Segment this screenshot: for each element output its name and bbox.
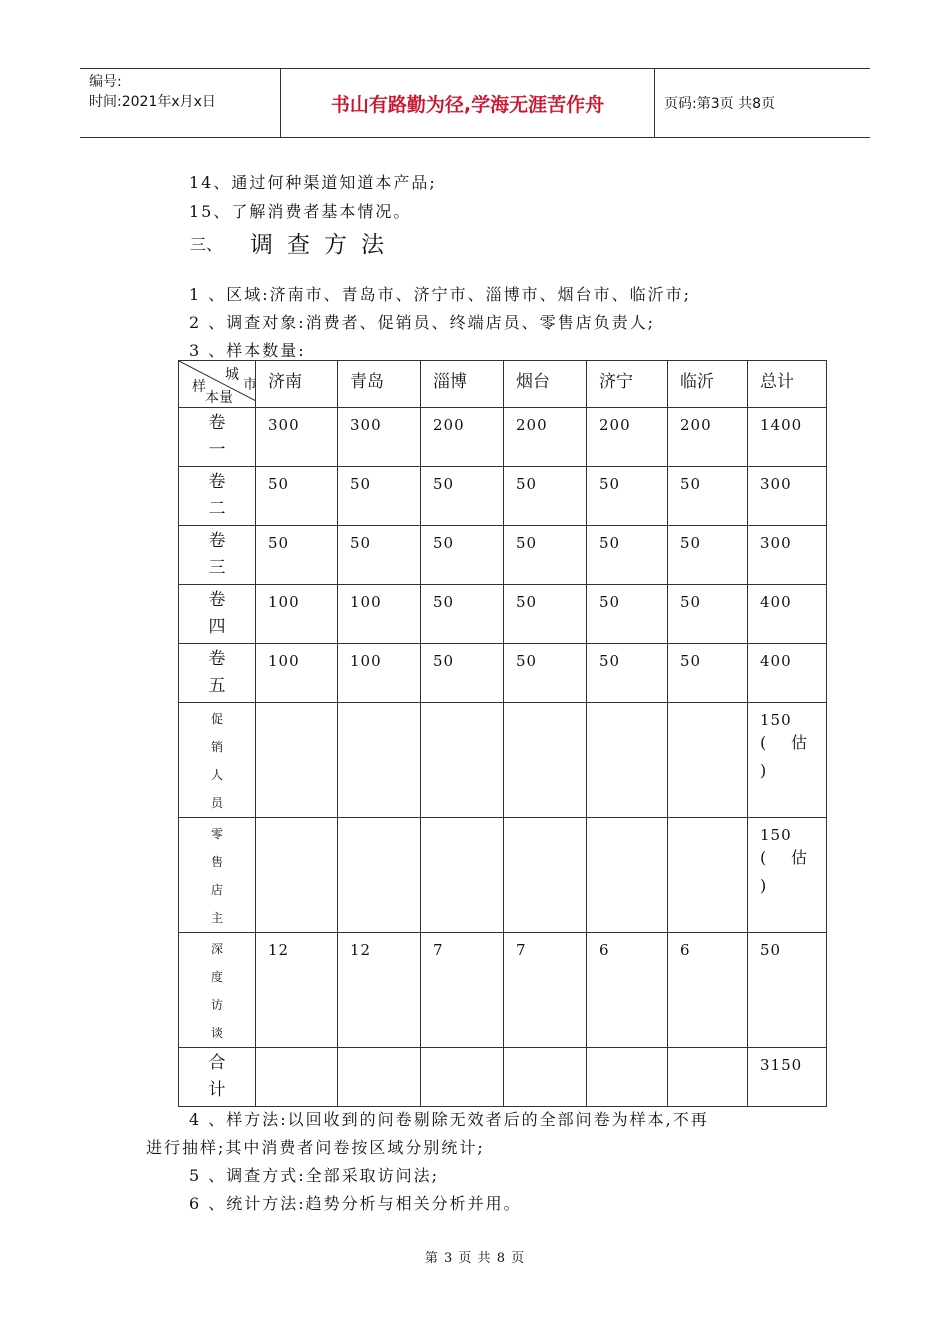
table-cell <box>668 1048 748 1107</box>
row-label-char: 计 <box>208 1080 226 1100</box>
row-label-char: 人 <box>210 768 223 782</box>
cell-value: 7 <box>516 941 527 959</box>
method-line-5: 5 、调查方式:全部采取访问法; <box>189 1166 440 1185</box>
table-cell <box>587 467 668 526</box>
row-label <box>179 408 256 467</box>
row-label <box>179 703 256 818</box>
sample-table <box>178 360 827 1107</box>
table-cell <box>338 585 421 644</box>
cell-value: 200 <box>516 416 548 434</box>
table-cell <box>338 526 421 585</box>
row-label-char: 售 <box>210 855 223 869</box>
corner-city-1: 城 <box>225 367 239 383</box>
table-cell <box>421 703 504 818</box>
item-15: 15、了解消费者基本情况。 <box>189 202 412 221</box>
table-cell <box>504 933 587 1048</box>
page-header <box>80 68 870 138</box>
table-cell <box>748 933 827 1048</box>
method-line-6: 6 、统计方法:趋势分析与相关分析并用。 <box>189 1194 522 1213</box>
table-cell <box>421 408 504 467</box>
cell-value: 300 <box>760 534 792 552</box>
table-cell <box>668 644 748 703</box>
method-line-1: 1 、区域:济南市、青岛市、济宁市、淄博市、烟台市、临沂市; <box>189 285 692 304</box>
cell-value: 50 <box>433 475 455 493</box>
method-line-3: 3 、样本数量: <box>189 341 306 360</box>
table-body <box>179 408 827 1107</box>
row-label <box>179 933 256 1048</box>
note-text: 估 <box>790 733 808 752</box>
table-cell <box>256 585 338 644</box>
row-label-char: 四 <box>208 617 226 637</box>
table-cell <box>587 585 668 644</box>
column-header: 临沂 <box>668 361 748 408</box>
table-cell <box>338 1048 421 1107</box>
row-label-char: 合 <box>208 1053 226 1073</box>
table-cell <box>256 467 338 526</box>
table-cell <box>748 644 827 703</box>
table-cell <box>668 526 748 585</box>
table-cell <box>748 1048 827 1107</box>
table-cell <box>256 933 338 1048</box>
row-label-char: 卷 <box>208 413 226 433</box>
table-cell <box>668 408 748 467</box>
corner-sample-2: 本量 <box>205 390 233 406</box>
page-footer: 第 3 页 共 8 页 <box>424 1251 526 1266</box>
table-row <box>179 467 827 526</box>
table-cell <box>587 933 668 1048</box>
corner-city-2: 市 <box>243 377 257 393</box>
row-label-char: 谈 <box>210 1026 223 1040</box>
table-row <box>179 585 827 644</box>
cell-value: 50 <box>599 593 621 611</box>
table-cell <box>504 703 587 818</box>
cell-value: 100 <box>350 652 382 670</box>
estimate-note <box>760 844 826 900</box>
number-label: 编号: <box>89 74 122 90</box>
cell-value: 50 <box>680 652 702 670</box>
table-cell <box>587 818 668 933</box>
note-close-paren: ) <box>760 761 768 780</box>
table-cell <box>504 818 587 933</box>
cell-value: 50 <box>599 534 621 552</box>
header-meta <box>80 69 281 137</box>
cell-value: 50 <box>433 534 455 552</box>
row-label-char: 五 <box>208 676 226 696</box>
note-text: 估 <box>790 848 808 867</box>
table-row <box>179 526 827 585</box>
table-cell <box>421 644 504 703</box>
table-cell <box>668 585 748 644</box>
method-line-4-cont: 进行抽样;其中消费者问卷按区域分别统计; <box>146 1138 485 1157</box>
table-cell <box>504 526 587 585</box>
table-cell <box>338 408 421 467</box>
table-cell <box>668 467 748 526</box>
cell-value: 50 <box>516 475 538 493</box>
table-cell <box>504 467 587 526</box>
table-cell <box>338 644 421 703</box>
row-label-char: 卷 <box>208 472 226 492</box>
row-label-char: 销 <box>210 740 223 754</box>
table-row <box>179 703 827 818</box>
note-close-paren: ) <box>760 876 768 895</box>
table-cell <box>338 703 421 818</box>
row-label <box>179 526 256 585</box>
table-row <box>179 1048 827 1107</box>
row-label-char: 店 <box>210 883 223 897</box>
cell-value: 50 <box>350 534 372 552</box>
header-motto: 书山有路勤为径,学海无涯苦作舟 <box>281 69 655 137</box>
cell-value: 400 <box>760 593 792 611</box>
corner-sample-1: 样 <box>192 379 206 395</box>
section-heading <box>190 232 398 258</box>
item-14: 14、通过何种渠道知道本产品; <box>189 173 437 192</box>
row-label-char: 二 <box>208 499 226 519</box>
row-label-char: 零 <box>210 827 223 841</box>
table-cell <box>421 933 504 1048</box>
table-cell <box>668 703 748 818</box>
cell-value: 3150 <box>760 1056 803 1074</box>
cell-value: 50 <box>599 652 621 670</box>
table-header-row <box>179 361 827 408</box>
cell-value: 100 <box>268 593 300 611</box>
table-cell <box>256 818 338 933</box>
table-cell <box>587 1048 668 1107</box>
table-cell <box>587 703 668 818</box>
cell-value: 6 <box>599 941 610 959</box>
table-cell <box>748 526 827 585</box>
cell-value: 50 <box>760 941 782 959</box>
table-cell <box>421 467 504 526</box>
cell-value: 200 <box>680 416 712 434</box>
table-cell <box>338 467 421 526</box>
table-cell <box>587 644 668 703</box>
row-label <box>179 467 256 526</box>
time-label: 时间:2021年x月x日 <box>89 94 216 110</box>
row-label-char: 主 <box>210 911 223 925</box>
cell-value: 50 <box>680 593 702 611</box>
estimate-note <box>760 729 826 785</box>
table-cell <box>668 818 748 933</box>
corner-cell <box>179 361 256 408</box>
row-label <box>179 818 256 933</box>
cell-value: 50 <box>680 534 702 552</box>
cell-value: 50 <box>433 652 455 670</box>
cell-value: 100 <box>350 593 382 611</box>
cell-value: 300 <box>760 475 792 493</box>
section-number: 三、 <box>190 235 223 254</box>
table-cell <box>256 1048 338 1107</box>
table-row <box>179 644 827 703</box>
cell-value: 200 <box>433 416 465 434</box>
cell-value: 150 <box>760 711 792 729</box>
row-label-char: 一 <box>208 440 226 460</box>
cell-value: 12 <box>350 941 372 959</box>
column-header: 淄博 <box>421 361 504 408</box>
row-label <box>179 1048 256 1107</box>
table-row <box>179 408 827 467</box>
table-cell <box>256 526 338 585</box>
table-cell <box>504 644 587 703</box>
column-header: 总计 <box>748 361 827 408</box>
row-label-char: 访 <box>210 998 223 1012</box>
cell-value: 50 <box>268 534 290 552</box>
row-label-char: 卷 <box>208 531 226 551</box>
table-row <box>179 933 827 1048</box>
row-label-char: 深 <box>210 942 223 956</box>
table-cell <box>504 585 587 644</box>
cell-value: 150 <box>760 826 792 844</box>
table-cell <box>504 1048 587 1107</box>
table-cell <box>748 408 827 467</box>
cell-value: 300 <box>268 416 300 434</box>
row-label-char: 促 <box>210 712 223 726</box>
cell-value: 6 <box>680 941 691 959</box>
table-cell <box>421 818 504 933</box>
row-label-char: 三 <box>208 558 226 578</box>
cell-value: 50 <box>516 534 538 552</box>
table-cell <box>256 644 338 703</box>
method-line-4: 4 、样方法:以回收到的问卷剔除无效者后的全部问卷为样本,不再 <box>189 1110 709 1129</box>
row-label-char: 卷 <box>208 649 226 669</box>
cell-value: 50 <box>599 475 621 493</box>
cell-value: 50 <box>516 652 538 670</box>
cell-value: 12 <box>268 941 290 959</box>
table-cell <box>504 408 587 467</box>
table-cell <box>256 408 338 467</box>
row-label-char: 度 <box>210 970 223 984</box>
row-label <box>179 585 256 644</box>
cell-value: 50 <box>433 593 455 611</box>
header-page-info: 页码:第3页 共8页 <box>664 96 775 112</box>
column-header: 青岛 <box>338 361 421 408</box>
note-open-paren: ( <box>760 733 768 752</box>
row-label <box>179 644 256 703</box>
cell-value: 50 <box>268 475 290 493</box>
cell-value: 1400 <box>760 416 803 434</box>
cell-value: 50 <box>680 475 702 493</box>
table-cell <box>748 703 827 818</box>
table-cell <box>668 933 748 1048</box>
cell-value: 50 <box>350 475 372 493</box>
cell-value: 7 <box>433 941 444 959</box>
cell-value: 300 <box>350 416 382 434</box>
table-cell <box>587 526 668 585</box>
column-header: 烟台 <box>504 361 587 408</box>
cell-value: 50 <box>516 593 538 611</box>
table-cell <box>748 467 827 526</box>
table-cell <box>748 585 827 644</box>
method-line-2: 2 、调查对象:消费者、促销员、终端店员、零售店负责人; <box>189 313 656 332</box>
section-title: 调查方法 <box>250 232 398 258</box>
column-header: 济南 <box>256 361 338 408</box>
table-cell <box>748 818 827 933</box>
row-label-char: 员 <box>210 796 223 810</box>
row-label-char: 卷 <box>208 590 226 610</box>
table-cell <box>338 933 421 1048</box>
cell-value: 100 <box>268 652 300 670</box>
table-cell <box>587 408 668 467</box>
column-header: 济宁 <box>587 361 668 408</box>
note-open-paren: ( <box>760 848 768 867</box>
cell-value: 400 <box>760 652 792 670</box>
table-cell <box>421 526 504 585</box>
table-row <box>179 818 827 933</box>
table-cell <box>421 1048 504 1107</box>
table-cell <box>256 703 338 818</box>
cell-value: 200 <box>599 416 631 434</box>
table-cell <box>421 585 504 644</box>
table-cell <box>338 818 421 933</box>
